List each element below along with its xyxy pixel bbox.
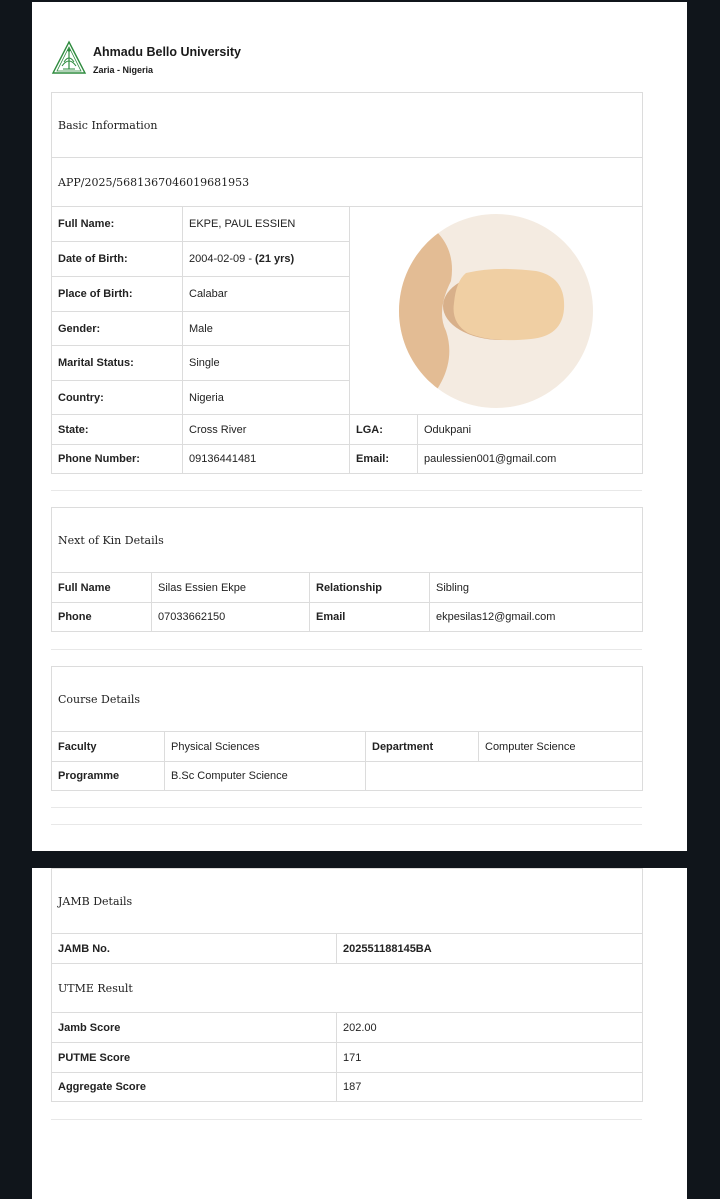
email-value: paulessien001@gmail.com	[418, 445, 643, 474]
country-value: Nigeria	[183, 381, 350, 415]
application-number: APP/2025/5681367046019681953	[52, 158, 643, 207]
department-label: Department	[366, 732, 479, 762]
next-of-kin-title: Next of Kin Details	[52, 508, 643, 573]
course-details-section	[51, 666, 643, 791]
document-page-2	[32, 868, 687, 1199]
avatar-photo	[396, 211, 596, 411]
kin-phone-value: 07033662150	[152, 603, 310, 632]
full-name-value: EKPE, PAUL ESSIEN	[183, 207, 350, 242]
kin-full-name-value: Silas Essien Ekpe	[152, 573, 310, 603]
kin-email-label: Email	[310, 603, 430, 632]
next-of-kin-section	[51, 507, 643, 632]
utme-result-title: UTME Result	[52, 964, 643, 1013]
email-label: Email:	[350, 445, 418, 474]
basic-information-title: Basic Information	[52, 93, 643, 158]
jamb-details-section	[51, 868, 643, 1102]
state-label: State:	[52, 415, 183, 445]
jamb-no-value: 202551188145BA	[337, 934, 643, 964]
gender-label: Gender:	[52, 312, 183, 346]
jamb-details-title: JAMB Details	[52, 869, 643, 934]
putme-score-value: 171	[337, 1043, 643, 1073]
kin-email-value: ekpesilas12@gmail.com	[430, 603, 643, 632]
dob-date: 2004-02-09 -	[189, 253, 256, 265]
state-value: Cross River	[183, 415, 350, 445]
lga-value: Odukpani	[418, 415, 643, 445]
faculty-value: Physical Sciences	[165, 732, 366, 762]
university-name: Ahmadu Bello University	[93, 45, 241, 59]
dob-label: Date of Birth:	[52, 242, 183, 277]
pob-value: Calabar	[183, 277, 350, 312]
basic-information-section	[51, 92, 643, 474]
kin-phone-label: Phone	[52, 603, 152, 632]
university-header	[51, 40, 241, 76]
marital-status-label: Marital Status:	[52, 346, 183, 381]
pob-label: Place of Birth:	[52, 277, 183, 312]
jamb-score-value: 202.00	[337, 1013, 643, 1043]
aggregate-score-label: Aggregate Score	[52, 1073, 337, 1102]
gender-value: Male	[183, 312, 350, 346]
divider	[51, 649, 642, 650]
marital-status-value: Single	[183, 346, 350, 381]
course-details-title: Course Details	[52, 667, 643, 732]
university-location: Zaria - Nigeria	[93, 65, 154, 75]
kin-relationship-label: Relationship	[310, 573, 430, 603]
divider	[51, 807, 642, 808]
divider	[51, 490, 642, 491]
dob-value	[183, 242, 350, 277]
jamb-score-label: Jamb Score	[52, 1013, 337, 1043]
divider	[51, 1119, 642, 1120]
country-label: Country:	[52, 381, 183, 415]
document-page-1	[32, 2, 687, 851]
programme-label: Programme	[52, 762, 165, 791]
kin-full-name-label: Full Name	[52, 573, 152, 603]
phone-value: 09136441481	[183, 445, 350, 474]
aggregate-score-value: 187	[337, 1073, 643, 1102]
phone-label: Phone Number:	[52, 445, 183, 474]
programme-value: B.Sc Computer Science	[165, 762, 366, 791]
full-name-label: Full Name:	[52, 207, 183, 242]
university-logo-icon	[51, 40, 87, 76]
jamb-no-label: JAMB No.	[52, 934, 337, 964]
department-value: Computer Science	[479, 732, 643, 762]
kin-relationship-value: Sibling	[430, 573, 643, 603]
lga-label: LGA:	[350, 415, 418, 445]
faculty-label: Faculty	[52, 732, 165, 762]
passport-photo	[350, 207, 643, 415]
age-value: (21 yrs)	[255, 253, 295, 265]
putme-score-label: PUTME Score	[52, 1043, 337, 1073]
divider	[51, 824, 642, 825]
empty-cell	[366, 762, 643, 791]
